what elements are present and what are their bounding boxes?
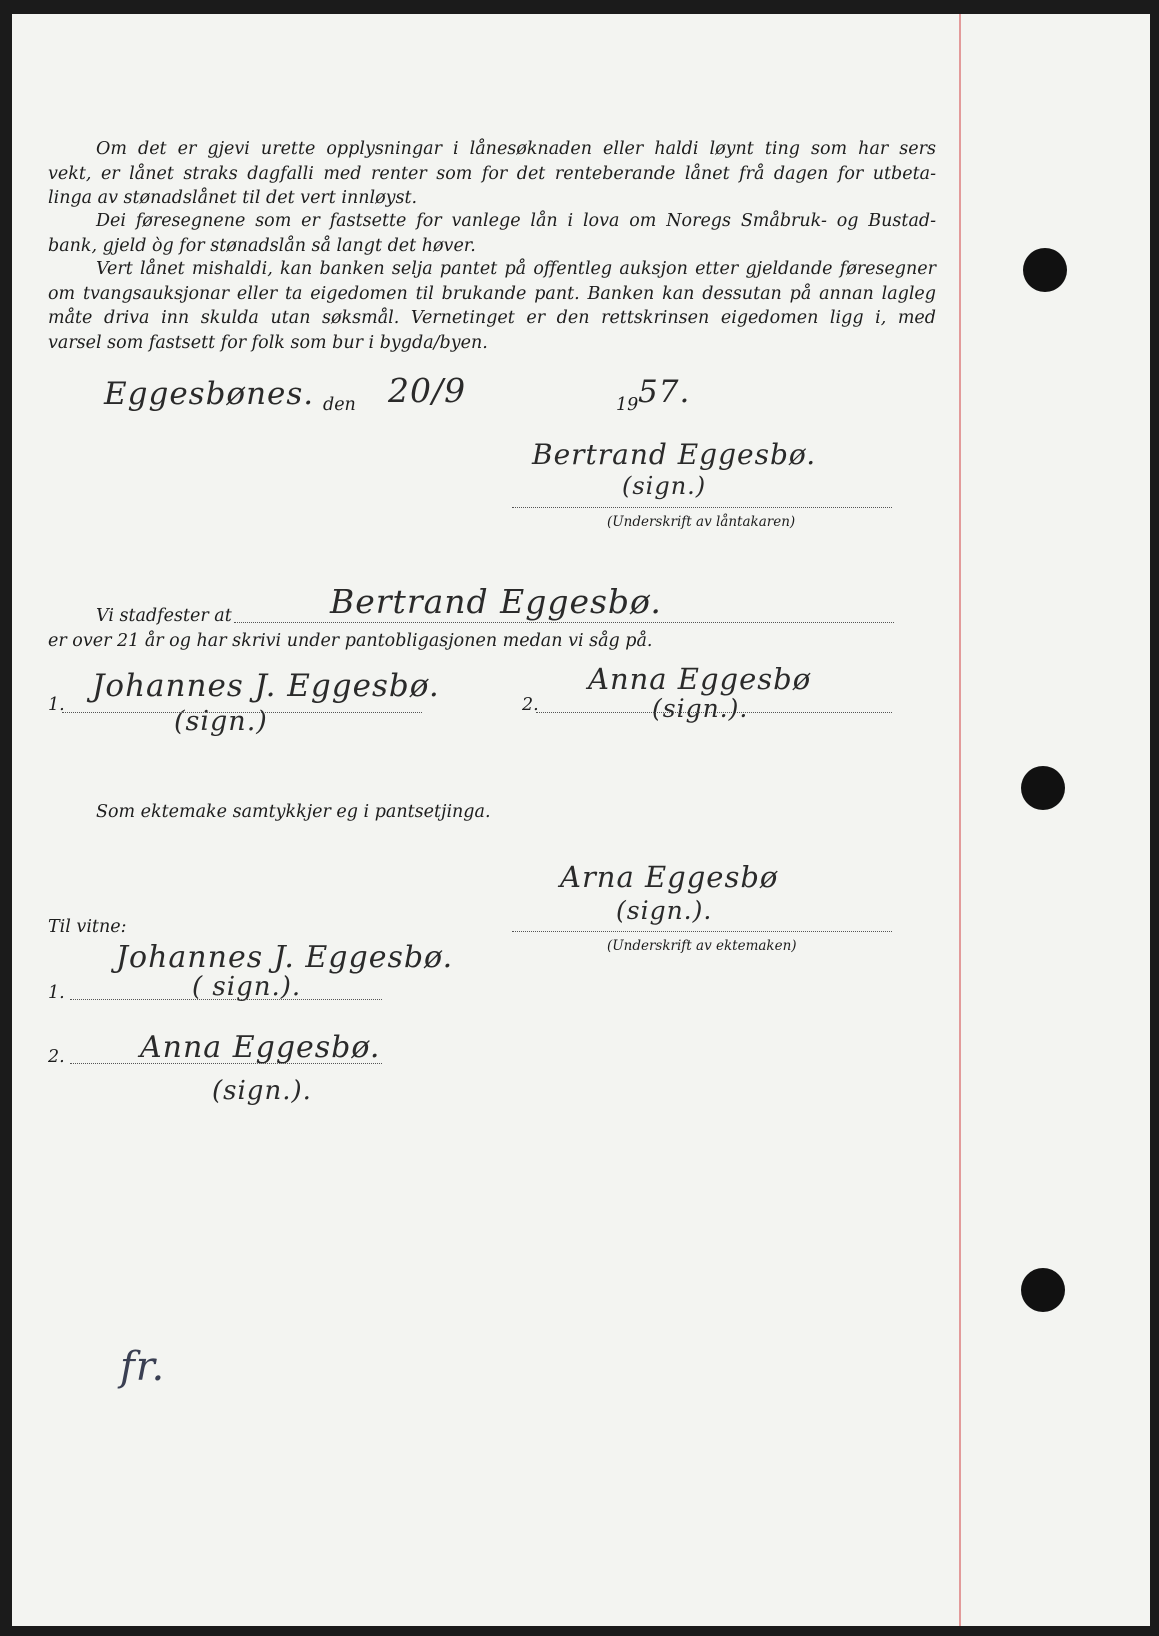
witness-number: 2. bbox=[48, 1047, 65, 1067]
witness-signature: Anna Eggesbø. bbox=[140, 1030, 381, 1065]
witness-sign-note: ( sign.). bbox=[192, 972, 302, 1002]
paragraph-line: vekt, er lånet straks dagfalli med renter som for det renteberande lånet frå dagen for utbeta- bbox=[48, 163, 936, 184]
paragraph-line: bank, gjeld òg for stønadslån så langt det høver. bbox=[48, 235, 476, 256]
handwritten-date: 20/9 bbox=[388, 371, 467, 410]
confirm-witness-sign-note: (sign.) bbox=[174, 706, 268, 737]
paragraph-line: linga av stønadslånet til det vert innløyst. bbox=[48, 188, 418, 208]
document-page bbox=[12, 14, 1150, 1626]
confirm-witness-number: 2. bbox=[522, 695, 539, 715]
handwritten-initials: fr. bbox=[120, 1344, 166, 1390]
confirm-witness-line bbox=[536, 712, 892, 713]
punch-hole bbox=[1023, 248, 1067, 292]
confirm-witness-line bbox=[62, 712, 422, 713]
confirmation-line bbox=[234, 622, 894, 623]
borrower-signature-line bbox=[512, 507, 892, 508]
punch-hole bbox=[1021, 766, 1065, 810]
confirm-witness-signature: Johannes J. Eggesbø. bbox=[92, 668, 440, 704]
paragraph-default bbox=[48, 257, 936, 355]
witness-line bbox=[70, 999, 382, 1000]
paragraph-line: Dei føresegnene som er fastsette for vanlege lån i lova om Noregs Småbruk- og Bustad- bbox=[96, 211, 936, 231]
witness-label: Til vitne: bbox=[48, 917, 127, 937]
paragraph-line: varsel som fastsett for folk som bur i bygda/byen. bbox=[48, 332, 488, 353]
handwritten-year: 57. bbox=[638, 374, 691, 410]
witness-line bbox=[70, 1063, 382, 1064]
year-prefix: 19 bbox=[616, 395, 639, 415]
spouse-signature: Arna Eggesbø bbox=[560, 860, 779, 894]
paragraph-regulations bbox=[48, 209, 936, 258]
confirm-witness-signature: Anna Eggesbø bbox=[588, 662, 812, 696]
paragraph-false-information bbox=[48, 137, 936, 211]
paragraph-line: Om det er gjevi urette opplysningar i lånesøknaden eller haldi løynt ting som har sers bbox=[96, 139, 936, 159]
confirmation-continuation: er over 21 år og har skrivi under pantobligasjonen medan vi såg på. bbox=[48, 631, 653, 651]
spouse-sign-note: (sign.). bbox=[616, 896, 713, 925]
spouse-consent-text: Som ektemake samtykkjer eg i pantsetjinga. bbox=[96, 802, 491, 822]
spouse-signature-line bbox=[512, 931, 892, 932]
paragraph-line: måte driva inn skulda utan søksmål. Vernetinget er den rettskrinsen eigedomen ligg i, med bbox=[48, 308, 936, 328]
confirmed-name: Bertrand Eggesbø. bbox=[330, 582, 662, 621]
paragraph-line: Vert lånet mishaldi, kan banken selja pantet på offentleg auksjon etter gjeldande føresegner bbox=[96, 259, 936, 279]
confirmation-label: Vi stadfester at bbox=[96, 606, 232, 626]
witness-signature: Johannes J. Eggesbø. bbox=[116, 940, 454, 975]
borrower-caption: (Underskrift av låntakaren) bbox=[607, 514, 796, 530]
confirm-witness-number: 1. bbox=[48, 695, 65, 715]
handwritten-place: Eggesbønes. bbox=[104, 376, 315, 412]
margin-line bbox=[959, 14, 961, 1626]
paragraph-line: om tvangsauksjonar eller ta eigedomen til brukande pant. Banken kan dessutan på annan lagleg bbox=[48, 283, 936, 304]
borrower-sign-note: (sign.) bbox=[622, 472, 707, 500]
witness-sign-note: (sign.). bbox=[212, 1076, 312, 1106]
den-label: den bbox=[323, 395, 356, 415]
witness-number: 1. bbox=[48, 983, 65, 1003]
spouse-caption: (Underskrift av ektemaken) bbox=[607, 938, 797, 954]
confirm-witness-sign-note: (sign.). bbox=[652, 694, 749, 723]
punch-hole bbox=[1021, 1268, 1065, 1312]
borrower-signature: Bertrand Eggesbø. bbox=[532, 438, 817, 471]
